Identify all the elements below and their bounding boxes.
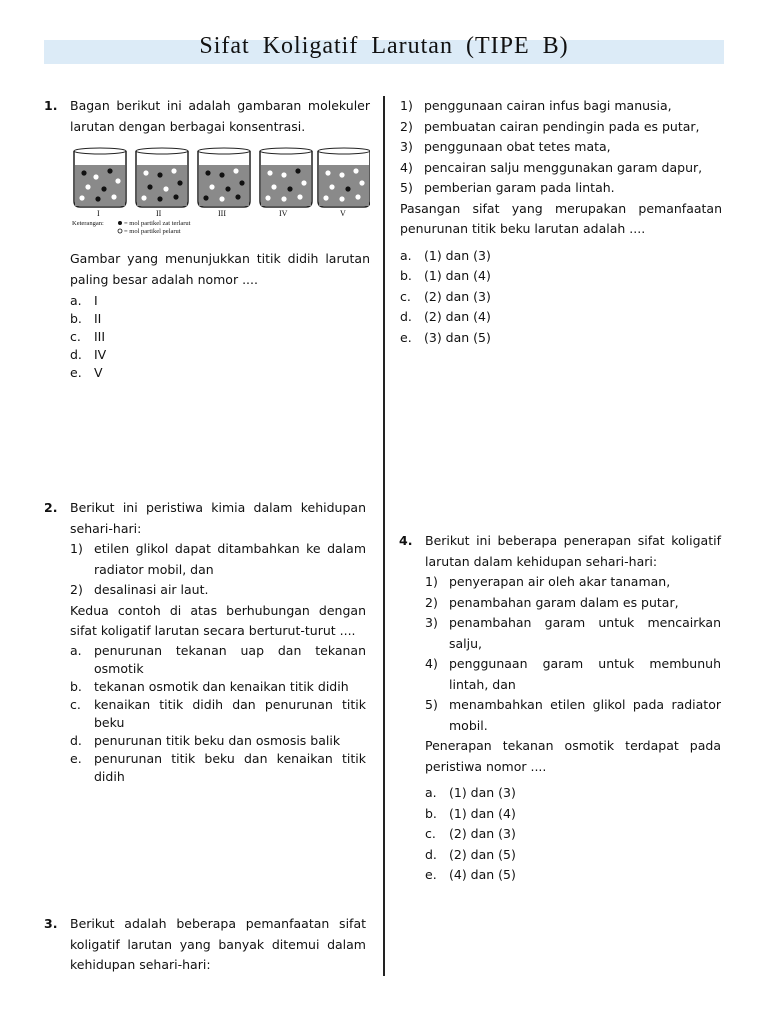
question-text: Pasangan sifat yang merupakan pemanfaatan penurunan titik beku larutan adalah ....: [400, 200, 722, 236]
statement-item: 5) pemberian garam pada lintah.: [400, 180, 615, 195]
beaker-iv: [260, 148, 312, 207]
molecular-diagram: [70, 143, 370, 235]
option-a[interactable]: a. penurunan tekanan uap dan tekanan osmotik: [70, 642, 366, 676]
column-divider: [383, 96, 385, 976]
option-a[interactable]: a. (1) dan (3): [400, 247, 491, 263]
options-list: [70, 292, 370, 382]
option-c[interactable]: c. (2) dan (3): [400, 288, 491, 304]
question-3-continued: [400, 96, 722, 348]
statement-item: 1) penggunaan cairan infus bagi manusia,: [400, 98, 672, 113]
solvent-dot-icon: [118, 229, 122, 233]
option-d[interactable]: d. IV: [70, 347, 107, 362]
statement-item: 2) penambahan garam dalam es putar,: [425, 594, 679, 610]
statement-item: 3) penggunaan obat tetes mata,: [400, 139, 611, 154]
beaker-i: [74, 148, 126, 207]
statement-item: 1) penyerapan air oleh akar tanaman,: [425, 574, 671, 589]
beaker-v: [318, 148, 370, 207]
question-stem: Bagan berikut ini adalah gambaran molekuler larutan dengan berbagai konsentrasi.: [70, 98, 370, 134]
option-b[interactable]: b. (1) dan (4): [400, 268, 491, 283]
option-d[interactable]: d. (2) dan (4): [400, 309, 491, 324]
beaker-label: II: [156, 209, 162, 218]
option-b[interactable]: b. II: [70, 311, 102, 326]
question-text: Penerapan tekanan osmotik terdapat pada peristiwa nomor ....: [425, 738, 721, 774]
legend-title: Keterangan:: [72, 220, 104, 227]
option-e[interactable]: e. penurunan titik beku dan kenaikan titik didih: [70, 750, 366, 784]
statement-item: 2) pembuatan cairan pendingin pada es putar,: [400, 118, 700, 134]
question-2: [44, 498, 366, 786]
legend-solute: = mol partikel zat terlarut: [124, 220, 191, 227]
statement-list: [70, 539, 366, 601]
question-3: [44, 914, 366, 976]
statement-item: 2) desalinasi air laut.: [70, 582, 209, 597]
question-number: 2.: [44, 500, 58, 515]
question-1: [44, 96, 370, 382]
question-stem: Berikut ini beberapa penerapan sifat koligatif larutan dalam kehidupan sehari-hari:: [425, 533, 721, 569]
beaker-iii: [198, 148, 250, 207]
beaker-ii: [136, 148, 188, 207]
statement-list: [425, 572, 721, 736]
option-e[interactable]: e. (4) dan (5): [425, 867, 516, 882]
beaker-label: I: [97, 209, 100, 218]
page-title: Sifat Koligatif Larutan (TIPE B): [199, 33, 569, 59]
option-b[interactable]: b. tekanan osmotik dan kenaikan titik didih: [70, 678, 349, 694]
option-a[interactable]: a. (1) dan (3): [425, 785, 516, 800]
statement-item: 5) menambahkan etilen glikol pada radiator mobil.: [425, 697, 721, 733]
option-c[interactable]: c. III: [70, 329, 106, 344]
question-number: 1.: [44, 98, 58, 113]
question-text: Kedua contoh di atas berhubungan dengan sifat koligatif larutan secara berturut-turut ....: [70, 602, 366, 638]
option-c[interactable]: c. (2) dan (3): [425, 826, 516, 841]
options-list: [70, 642, 366, 786]
question-4: [399, 531, 721, 886]
options-list: [425, 783, 721, 886]
beaker-label: III: [218, 209, 226, 218]
statement-item: 3) penambahan garam untuk mencairkan salju,: [425, 615, 721, 651]
option-c[interactable]: c. kenaikan titik didih dan penurunan titik beku: [70, 696, 366, 730]
question-stem: Berikut ini peristiwa kimia dalam kehidupan sehari-hari:: [70, 500, 366, 536]
option-e[interactable]: e. V: [70, 365, 103, 380]
option-b[interactable]: b. (1) dan (4): [425, 805, 516, 821]
beaker-label: IV: [279, 209, 288, 218]
beakers-figure: [70, 143, 370, 235]
option-a[interactable]: a. I: [70, 293, 98, 308]
option-d[interactable]: d. (2) dan (5): [425, 846, 516, 862]
statement-item: 4) pencairan salju menggunakan garam dapur,: [400, 159, 703, 175]
question-text: Gambar yang menunjukkan titik didih larutan paling besar adalah nomor ....: [70, 251, 370, 287]
question-number: 4.: [399, 533, 413, 548]
solute-dot-icon: [118, 221, 122, 225]
question-stem: Berikut adalah beberapa pemanfaatan sifat koligatif larutan yang banyak ditemui dalam kehidupan sehari-hari:: [70, 916, 366, 972]
statement-item: 4) penggunaan garam untuk membunuh lintah, dan: [425, 656, 721, 692]
legend-solvent: = mol partikel pelarut: [124, 228, 181, 235]
options-list: [400, 246, 722, 349]
question-number: 3.: [44, 916, 58, 931]
beaker-label: V: [340, 209, 346, 218]
option-e[interactable]: e. (3) dan (5): [400, 329, 491, 345]
option-d[interactable]: d. penurunan titik beku dan osmosis balik: [70, 732, 341, 748]
statement-item: 1) etilen glikol dapat ditambahkan ke dalam radiator mobil, dan: [70, 541, 366, 577]
statement-list: [400, 96, 722, 199]
